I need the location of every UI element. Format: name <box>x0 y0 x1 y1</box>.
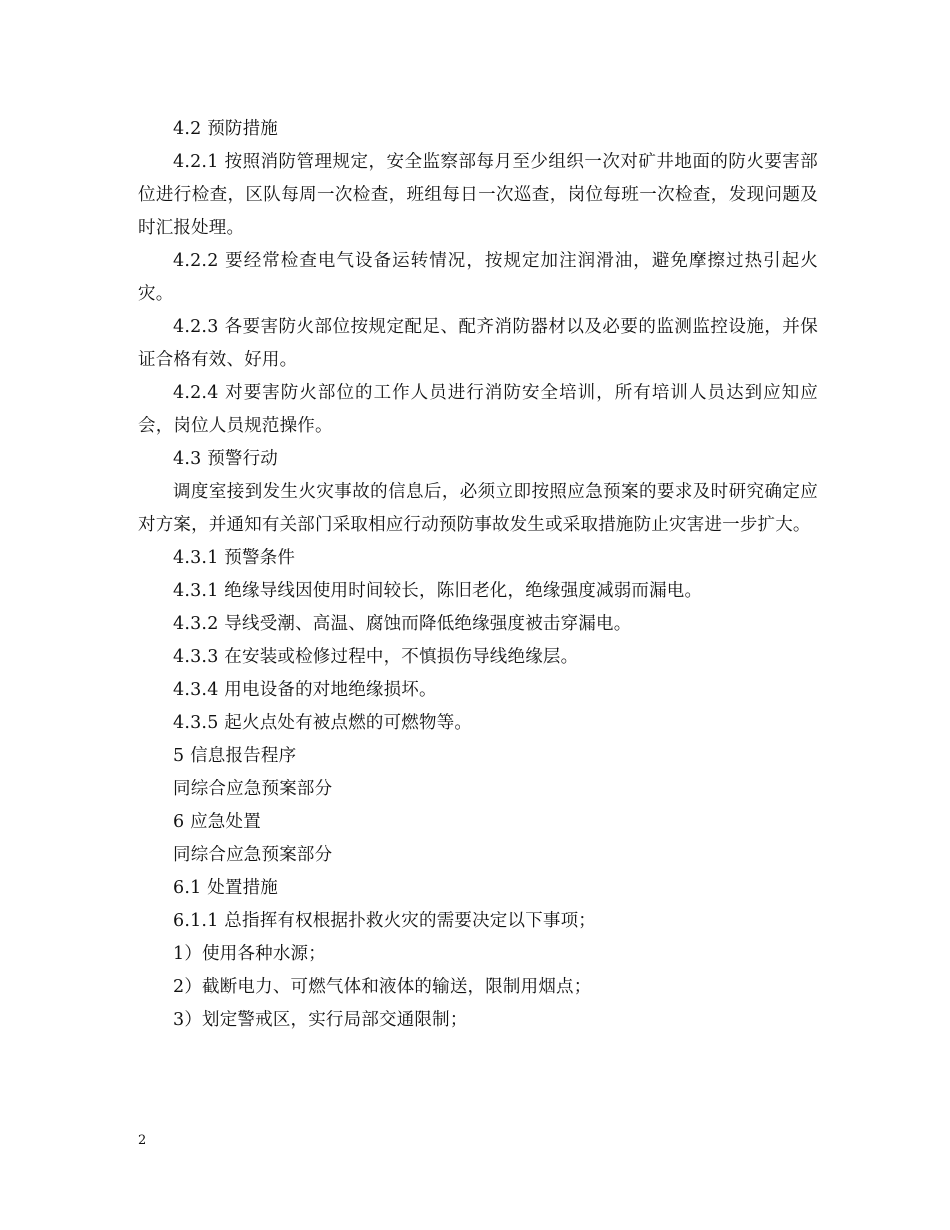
paragraph: 4.3.2 导线受潮、高温、腐蚀而降低绝缘强度被击穿漏电。 <box>173 614 632 634</box>
section-heading: 4.3 预警行动 <box>173 449 278 469</box>
section-heading: 5 信息报告程序 <box>173 746 297 766</box>
paragraph: 4.3.4 用电设备的对地绝缘损坏。 <box>173 680 437 700</box>
paragraph: 4.2.1 按照消防管理规定，安全监察部每月至少组织一次对矿井地面的防火要害部位进行检查，区队每周一次检查，班组每日一次巡查，岗位每班一次检查，发现问题及时汇报处理。 <box>138 152 818 238</box>
paragraph: 4.2.3 各要害防火部位按规定配足、配齐消防器材以及必要的监测监控设施，并保证合格有效、好用。 <box>138 317 818 370</box>
document-body <box>138 113 818 1037</box>
list-item: 3）划定警戒区，实行局部交通限制； <box>173 1010 468 1030</box>
section-heading: 6 应急处置 <box>173 812 261 832</box>
section-heading: 4.2 预防措施 <box>173 119 278 139</box>
paragraph: 同综合应急预案部分 <box>173 845 333 865</box>
section-heading: 6.1 处置措施 <box>173 878 278 898</box>
paragraph: 4.3.5 起火点处有被点燃的可燃物等。 <box>173 713 473 733</box>
paragraph: 4.2.2 要经常检查电气设备运转情况，按规定加注润滑油，避免摩擦过热引起火灾。 <box>138 251 818 304</box>
paragraph: 6.1.1 总指挥有权根据扑救火灾的需要决定以下事项； <box>173 911 596 931</box>
list-item: 1）使用各种水源； <box>173 944 326 964</box>
page-number: 2 <box>138 1133 147 1148</box>
paragraph: 4.2.4 对要害防火部位的工作人员进行消防安全培训，所有培训人员达到应知应会，岗位人员规范操作。 <box>138 383 818 436</box>
list-item: 2）截断电力、可燃气体和液体的输送，限制用烟点； <box>173 977 592 997</box>
paragraph: 4.3.3 在安装或检修过程中，不慎损伤导线绝缘层。 <box>173 647 579 667</box>
paragraph: 调度室接到发生火灾事故的信息后，必须立即按照应急预案的要求及时研究确定应对方案，并通知有关部门采取相应行动预防事故发生或采取措施防止灾害进一步扩大。 <box>138 482 818 535</box>
paragraph: 同综合应急预案部分 <box>173 779 333 799</box>
paragraph: 4.3.1 绝缘导线因使用时间较长，陈旧老化，绝缘强度减弱而漏电。 <box>173 581 703 601</box>
section-heading: 4.3.1 预警条件 <box>173 548 296 568</box>
